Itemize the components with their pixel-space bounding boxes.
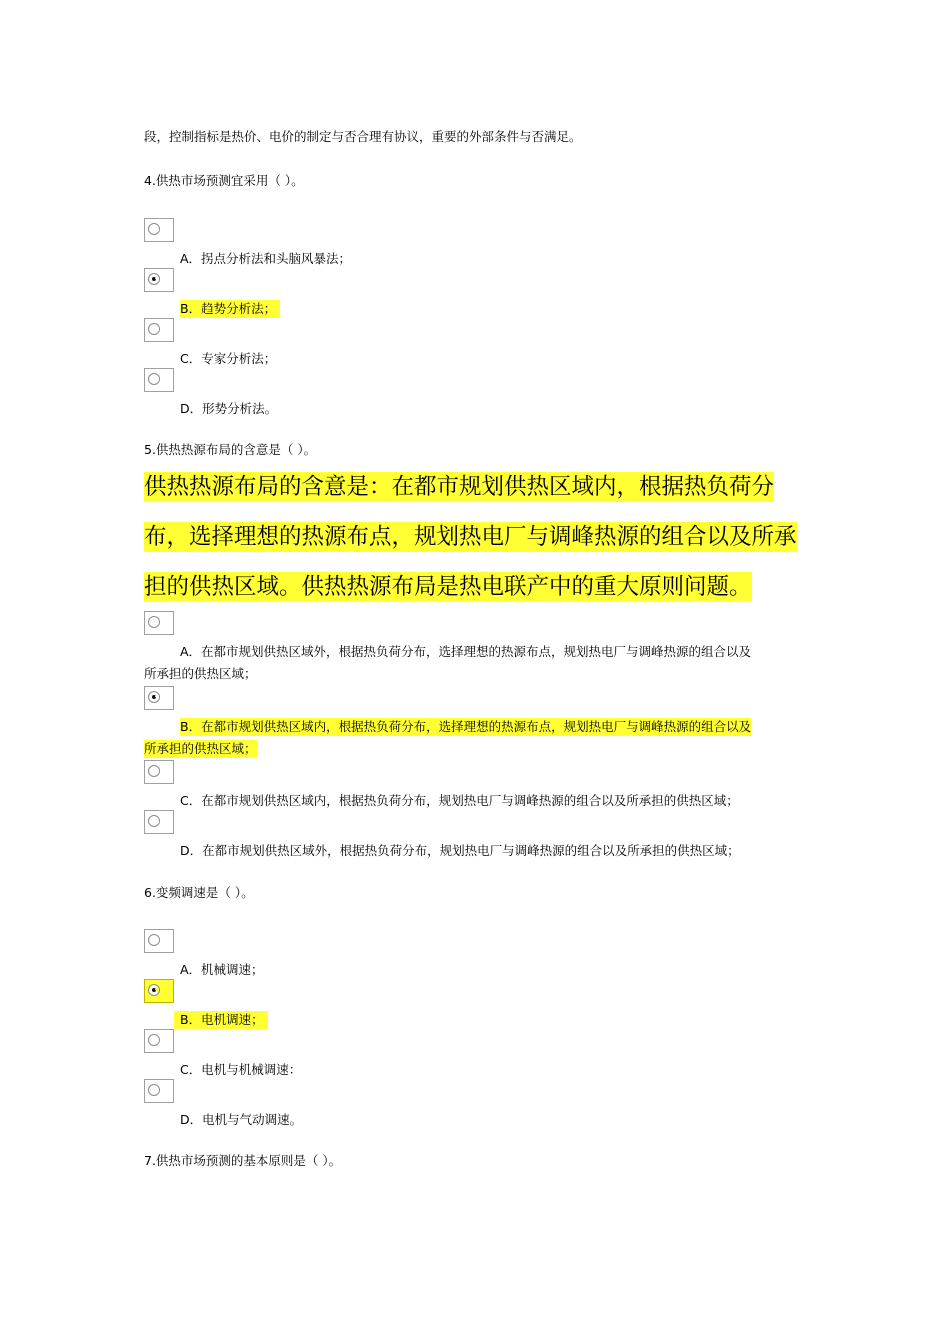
question-6-text: 6.变频调速是（ ）。 [144, 885, 254, 900]
q5-option-d-label: D．在都市规划供热区域外，根据热负荷分布，规划热电厂与调峰热源的组合以及所承担的供热区域； [180, 843, 740, 858]
q5-option-c-label: C．在都市规划供热区域内，根据热负荷分布，规划热电厂与调峰热源的组合以及所承担的供热区域； [180, 793, 739, 808]
radio-unselected-icon [148, 616, 160, 628]
q5-option-b-label-line-1: B．在都市规划供热区域内，根据热负荷分布，选择理想的热源布点，规划热电厂与调峰热源的组合以及 [180, 719, 752, 734]
q6-option-a-radio[interactable] [144, 929, 174, 953]
q5-answer-note-line-3: 担的供热区域。供热热源布局是热电联产中的重大原则问题。 [144, 574, 752, 600]
q4-option-b-radio[interactable] [144, 268, 174, 292]
radio-unselected-icon [148, 323, 160, 335]
q6-option-d-radio[interactable] [144, 1079, 174, 1103]
q6-option-b-radio[interactable] [144, 979, 174, 1003]
q4-option-d-label: D．形势分析法。 [180, 401, 278, 416]
question-5-text: 5.供热热源布局的含意是（ ）。 [144, 442, 317, 457]
q4-option-c-radio[interactable] [144, 318, 174, 342]
q6-option-d-label: D．电机与气动调速。 [180, 1112, 303, 1127]
q4-option-c-label: C．专家分析法； [180, 351, 277, 366]
q5-answer-note-line-2: 布，选择理想的热源布点，规划热电厂与调峰热源的组合以及所承 [144, 524, 797, 550]
q4-option-a-radio[interactable] [144, 218, 174, 242]
lead-paragraph-line: 段，控制指标是热价、电价的制定与否合理有协议，重要的外部条件与否满足。 [144, 129, 582, 144]
question-4-text: 4.供热市场预测宜采用（ ）。 [144, 173, 304, 188]
question-7-text: 7.供热市场预测的基本原则是（ ）。 [144, 1153, 342, 1168]
q5-answer-note-line-1: 供热热源布局的含意是：在都市规划供热区域内，根据热负荷分 [144, 474, 775, 500]
q6-option-b-label: B．电机调速； [174, 1011, 268, 1029]
q4-option-b-label: B．趋势分析法； [180, 300, 280, 318]
radio-unselected-icon [148, 1084, 160, 1096]
radio-selected-icon [148, 691, 160, 703]
radio-unselected-icon [148, 223, 160, 235]
q5-option-d-radio[interactable] [144, 810, 174, 834]
radio-unselected-icon [148, 1034, 160, 1046]
q6-option-a-label: A．机械调速； [180, 962, 264, 977]
q5-option-a-label-line-1: A．在都市规划供热区域外，根据热负荷分布，选择理想的热源布点，规划热电厂与调峰热源的组合以及 [180, 644, 752, 659]
q5-option-b-radio[interactable] [144, 686, 174, 710]
radio-unselected-icon [148, 815, 160, 827]
q5-option-a-radio[interactable] [144, 611, 174, 635]
q4-option-a-label: A．拐点分析法和头脑风暴法； [180, 251, 352, 266]
radio-selected-icon [148, 273, 160, 285]
radio-unselected-icon [148, 934, 160, 946]
q6-option-c-label: C．电机与机械调速： [180, 1062, 302, 1077]
radio-unselected-icon [148, 765, 160, 777]
q4-option-d-radio[interactable] [144, 368, 174, 392]
q6-option-c-radio[interactable] [144, 1029, 174, 1053]
radio-selected-icon [148, 984, 160, 996]
radio-unselected-icon [148, 373, 160, 385]
q5-option-c-radio[interactable] [144, 760, 174, 784]
q5-option-a-label-line-2: 所承担的供热区域； [144, 666, 257, 681]
q5-option-b-label-line-2: 所承担的供热区域； [144, 741, 257, 756]
